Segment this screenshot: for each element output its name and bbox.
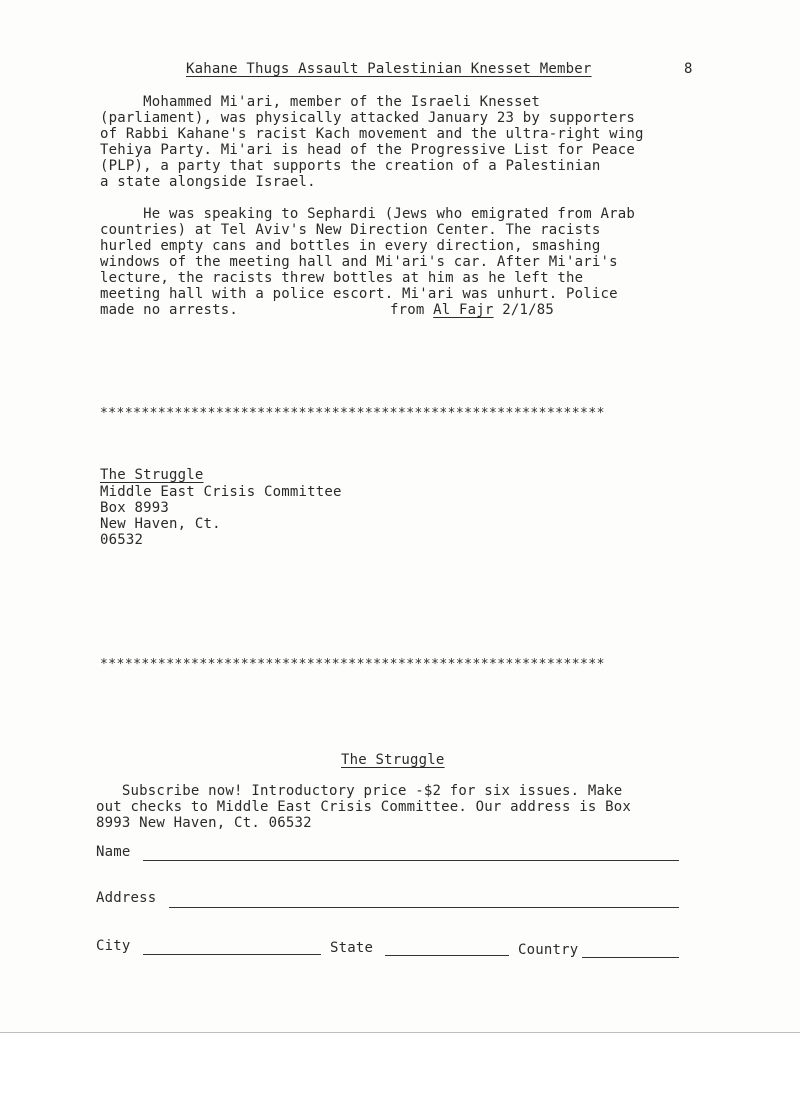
article-line: made no arrests.: [100, 302, 239, 318]
article-line: (parliament), was physically attacked January 23 by supporters: [100, 110, 635, 126]
city-field[interactable]: [143, 954, 321, 955]
address-line: Box 8993: [100, 500, 170, 516]
article-line: Tehiya Party. Mi'ari is head of the Progressive List for Peace: [100, 142, 635, 158]
country-field[interactable]: [582, 957, 679, 958]
address-title: The Struggle: [100, 467, 204, 483]
source-prefix: from: [390, 302, 425, 318]
page-number: 8: [684, 61, 693, 77]
source-name: Al Fajr: [433, 302, 494, 318]
address-line: New Haven, Ct.: [100, 516, 221, 532]
source-date: 2/1/85: [502, 302, 554, 318]
article-line: windows of the meeting hall and Mi'ari's car. After Mi'ari's: [100, 254, 618, 270]
subscription-title: The Struggle: [341, 752, 445, 768]
article-line: hurled empty cans and bottles in every direction, smashing: [100, 238, 601, 254]
city-label: City: [96, 938, 131, 954]
subscription-text-line: Subscribe now! Introductory price -$2 for six issues. Make: [96, 783, 623, 799]
article-line: countries) at Tel Aviv's New Direction Center. The racists: [100, 222, 601, 238]
source-credit: [390, 302, 554, 318]
separator-stars: *************************************************************: [100, 657, 605, 672]
separator-stars: *************************************************************: [100, 406, 605, 421]
address-label: Address: [96, 890, 157, 906]
article-line: of Rabbi Kahane's racist Kach movement and the ultra-right wing: [100, 126, 644, 142]
subscription-text-line: out checks to Middle East Crisis Committee. Our address is Box: [96, 799, 631, 815]
address-field[interactable]: [169, 907, 679, 908]
article-line: a state alongside Israel.: [100, 174, 316, 190]
name-label: Name: [96, 844, 131, 860]
address-line: Middle East Crisis Committee: [100, 484, 342, 500]
state-field[interactable]: [385, 955, 509, 956]
article-line: lecture, the racists threw bottles at him as he left the: [100, 270, 584, 286]
article-title: Kahane Thugs Assault Palestinian Knesset Member: [186, 61, 592, 77]
article-line: meeting hall with a police escort. Mi'ari was unhurt. Police: [100, 286, 618, 302]
country-label: Country: [518, 942, 579, 958]
article-line: (PLP), a party that supports the creation of a Palestinian: [100, 158, 601, 174]
address-line: 06532: [100, 532, 144, 548]
article-line: Mohammed Mi'ari, member of the Israeli Knesset: [100, 94, 541, 110]
state-label: State: [330, 940, 374, 956]
name-field[interactable]: [143, 860, 679, 861]
subscription-text-line: 8993 New Haven, Ct. 06532: [96, 815, 312, 831]
scan-margin: [0, 1032, 800, 1101]
article-line: He was speaking to Sephardi (Jews who emigrated from Arab: [100, 206, 635, 222]
